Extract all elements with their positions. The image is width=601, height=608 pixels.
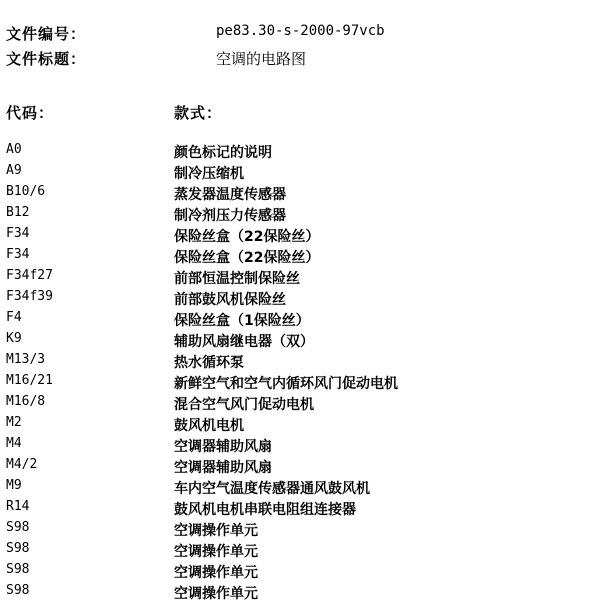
row-description: 辅助风扇继电器（双） xyxy=(174,334,314,350)
row-description: 鼓风机电机串联电阻组连接器 xyxy=(174,502,356,518)
row-code: M13/3 xyxy=(6,352,46,367)
file-title-value: 空调的电路图 xyxy=(216,50,307,68)
table-row xyxy=(0,310,601,331)
row-description: 空调操作单元 xyxy=(174,544,258,560)
file-number-label: 文件编号： xyxy=(6,25,87,43)
table-row xyxy=(0,184,601,205)
row-code: M9 xyxy=(6,478,22,493)
row-description: 制冷剂压力传感器 xyxy=(174,208,286,224)
row-description: 前部恒温控制保险丝 xyxy=(174,271,300,287)
table-row xyxy=(0,247,601,268)
row-code: B10/6 xyxy=(6,184,46,199)
table-row xyxy=(0,268,601,289)
table-header-row xyxy=(0,102,601,123)
table-row xyxy=(0,289,601,310)
table-row xyxy=(0,457,601,478)
row-code: M16/21 xyxy=(6,373,53,388)
row-code: S98 xyxy=(6,541,30,556)
row-code: M4/2 xyxy=(6,457,38,472)
row-code: F34 xyxy=(6,226,30,241)
row-code: S98 xyxy=(6,562,30,577)
style-column-header: 款式： xyxy=(174,104,223,122)
row-code: M2 xyxy=(6,415,22,430)
row-description: 鼓风机电机 xyxy=(174,418,244,434)
row-description: 颜色标记的说明 xyxy=(174,145,272,161)
row-code: B12 xyxy=(6,205,30,220)
row-code: F4 xyxy=(6,310,22,325)
table-row xyxy=(0,415,601,436)
row-description: 保险丝盒（22保险丝） xyxy=(174,229,320,245)
row-description: 车内空气温度传感器通风鼓风机 xyxy=(174,481,370,497)
row-code: F34 xyxy=(6,247,30,262)
table-row xyxy=(0,352,601,373)
table-row xyxy=(0,520,601,541)
table-row xyxy=(0,562,601,583)
row-description: 空调器辅助风扇 xyxy=(174,460,272,476)
table-row xyxy=(0,394,601,415)
table-row xyxy=(0,226,601,247)
table-row xyxy=(0,499,601,520)
row-description: 保险丝盒（1保险丝） xyxy=(174,313,310,329)
table-row xyxy=(0,331,601,352)
row-description: 蒸发器温度传感器 xyxy=(174,187,286,203)
row-code: K9 xyxy=(6,331,22,346)
code-column-header: 代码： xyxy=(6,104,55,122)
table-row xyxy=(0,142,601,163)
row-code: F34f39 xyxy=(6,289,53,304)
row-description: 前部鼓风机保险丝 xyxy=(174,292,286,308)
file-title-label: 文件标题： xyxy=(6,50,87,68)
row-description: 热水循环泵 xyxy=(174,355,244,371)
table-row xyxy=(0,478,601,499)
row-description: 保险丝盒（22保险丝） xyxy=(174,250,320,266)
row-code: A9 xyxy=(6,163,22,178)
table-row xyxy=(0,373,601,394)
row-code: A0 xyxy=(6,142,22,157)
table-row xyxy=(0,436,601,457)
table-row xyxy=(0,583,601,604)
row-description: 混合空气风门促动电机 xyxy=(174,397,314,413)
table-row xyxy=(0,163,601,184)
file-number-row xyxy=(0,23,601,44)
file-title-row xyxy=(0,48,601,69)
file-number-value: pe83.30-s-2000-97vcb xyxy=(216,23,385,39)
row-description: 空调操作单元 xyxy=(174,565,258,581)
row-description: 新鲜空气和空气内循环风门促动电机 xyxy=(174,376,398,392)
row-code: S98 xyxy=(6,583,30,598)
row-description: 空调操作单元 xyxy=(174,586,258,602)
row-code: F34f27 xyxy=(6,268,53,283)
table-row xyxy=(0,205,601,226)
row-description: 空调器辅助风扇 xyxy=(174,439,272,455)
row-description: 制冷压缩机 xyxy=(174,166,244,182)
table-row xyxy=(0,541,601,562)
row-code: R14 xyxy=(6,499,30,514)
row-code: S98 xyxy=(6,520,30,535)
row-code: M4 xyxy=(6,436,22,451)
row-description: 空调操作单元 xyxy=(174,523,258,539)
row-code: M16/8 xyxy=(6,394,46,409)
